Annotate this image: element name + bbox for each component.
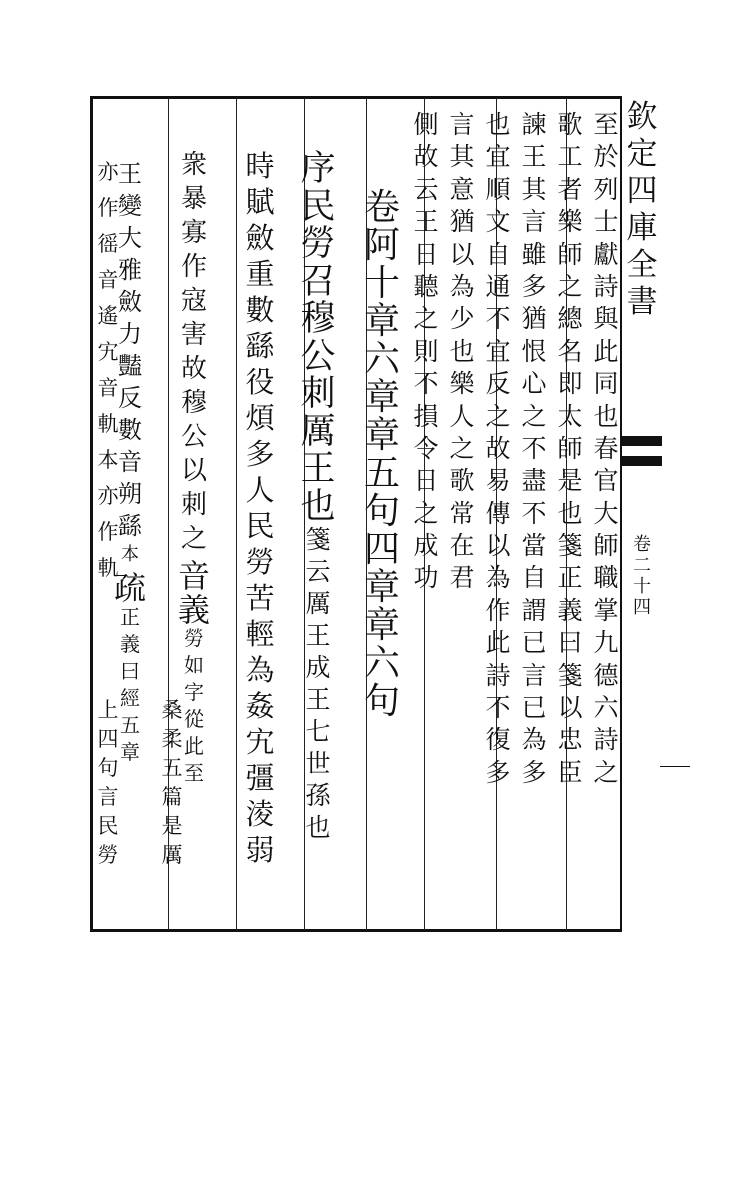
glyph: 令 (413, 433, 439, 463)
glyph: 成 (305, 653, 331, 682)
glyph: 亦 (97, 160, 119, 184)
glyph: 義 (177, 591, 210, 629)
glyph: 穆 (180, 388, 207, 418)
glyph: 變 (118, 192, 142, 220)
glyph: 少 (449, 304, 475, 334)
glyph: 重 (245, 257, 275, 291)
glyph: 上 (97, 698, 119, 722)
glyph: 職 (593, 563, 619, 593)
glyph: 樂 (449, 369, 475, 399)
glyph: 多 (245, 437, 275, 471)
glyph: 成 (413, 531, 439, 561)
glyph: 經 (120, 686, 140, 710)
glyph: 者 (557, 174, 583, 204)
glyph: 寇 (180, 286, 207, 316)
glyph: 言 (521, 207, 547, 237)
text-column (408, 112, 444, 598)
glyph: 章 (363, 567, 400, 608)
glyph: 阿 (363, 225, 400, 266)
glyph: 孫 (305, 781, 331, 810)
glyph: 自 (485, 239, 511, 269)
glyph: 師 (557, 433, 583, 463)
glyph: 太 (557, 401, 583, 431)
glyph: 之 (413, 498, 439, 528)
glyph: 此 (485, 628, 511, 658)
glyph: 厲 (161, 843, 183, 867)
glyph: 不 (521, 498, 547, 528)
glyph: 當 (521, 531, 547, 561)
glyph: 日 (413, 239, 439, 269)
glyph: 之 (413, 304, 439, 334)
glyph: 公 (180, 422, 207, 452)
glyph: 勞 (184, 626, 204, 650)
glyph: 音 (177, 557, 210, 595)
glyph: 工 (557, 142, 583, 172)
glyph: 多 (485, 757, 511, 787)
text-column (242, 149, 278, 872)
glyph: 恨 (521, 336, 547, 366)
glyph: 至 (184, 761, 204, 785)
glyph: 也 (485, 110, 511, 139)
glyph: 為 (485, 563, 511, 593)
glyph: 王 (118, 160, 142, 188)
glyph: 宄 (97, 340, 119, 364)
glyph: 人 (245, 473, 275, 507)
text-column (516, 112, 552, 792)
glyph: 復 (485, 725, 511, 755)
center-margin (620, 96, 660, 932)
glyph: 官 (593, 466, 619, 496)
glyph: 時 (245, 149, 275, 183)
glyph: 故 (485, 433, 511, 463)
column-rule (236, 98, 237, 930)
glyph: 常 (449, 498, 475, 528)
glyph: 民 (300, 186, 336, 227)
glyph: 也 (557, 498, 583, 528)
glyph: 王 (305, 621, 331, 650)
glyph: 詩 (593, 271, 619, 301)
glyph: 全 (626, 247, 658, 283)
glyph: 句 (363, 491, 400, 532)
glyph: 曰 (557, 628, 583, 658)
glyph: 軌 (97, 556, 119, 580)
glyph: 義 (557, 595, 583, 625)
glyph: 從 (184, 707, 204, 731)
glyph: 即 (557, 369, 583, 399)
glyph: 卷 (363, 187, 400, 228)
glyph: 師 (557, 239, 583, 269)
glyph: 云 (413, 174, 439, 204)
glyph: 淩 (245, 797, 275, 831)
glyph: 暴 (180, 184, 207, 214)
glyph: 勞 (300, 224, 336, 264)
glyph: 王 (305, 685, 331, 714)
glyph: 王 (521, 142, 547, 172)
glyph: 五 (363, 453, 400, 494)
glyph: 二 (633, 555, 651, 576)
glyph: 卷 (633, 534, 651, 555)
glyph: 欽 (626, 99, 658, 135)
glyph: 民 (245, 509, 275, 543)
glyph: 民 (97, 814, 119, 838)
glyph: 此 (593, 336, 619, 366)
glyph: 以 (180, 456, 207, 486)
glyph: 章 (363, 415, 400, 456)
text-column (444, 112, 480, 598)
glyph: 之 (521, 401, 547, 431)
glyph: 曰 (120, 659, 140, 683)
glyph: 與 (593, 304, 619, 334)
glyph: 也 (305, 813, 331, 842)
glyph: 六 (593, 693, 619, 723)
glyph: 宜 (485, 142, 511, 172)
glyph: 章 (363, 377, 400, 418)
glyph: 苦 (245, 581, 275, 615)
glyph: 言 (521, 660, 547, 690)
glyph: 章 (120, 740, 140, 764)
glyph: 云 (305, 557, 331, 586)
glyph: 章 (363, 301, 400, 342)
text-column (480, 112, 516, 792)
glyph: 言 (97, 785, 119, 809)
glyph: 不 (413, 369, 439, 399)
glyph: 已 (521, 693, 547, 723)
glyph: 歌 (557, 110, 583, 139)
glyph: 不 (485, 304, 511, 334)
glyph: 寡 (180, 218, 207, 248)
glyph: 勞 (245, 545, 275, 579)
glyph: 徭 (97, 232, 119, 256)
glyph: 春 (593, 433, 619, 463)
book-title (622, 99, 662, 324)
glyph: 正 (557, 563, 583, 593)
glyph: 大 (118, 224, 142, 252)
glyph: 多 (521, 757, 547, 787)
glyph: 柔 (161, 727, 183, 751)
text-column (96, 162, 120, 1186)
glyph: 以 (557, 693, 583, 723)
text-column (160, 700, 184, 874)
glyph: 不 (521, 433, 547, 463)
fishtail-mark (622, 436, 662, 466)
glyph: 音 (97, 268, 119, 292)
glyph: 聽 (413, 271, 439, 301)
glyph: 王 (413, 207, 439, 237)
glyph: 自 (521, 563, 547, 593)
glyph: 同 (593, 369, 619, 399)
glyph: 斂 (118, 288, 142, 316)
glyph: 作 (97, 196, 119, 220)
glyph: 豔 (118, 352, 142, 380)
text-column (552, 112, 588, 792)
glyph: 為 (245, 653, 275, 687)
glyph: 衆 (180, 150, 207, 180)
glyph: 句 (363, 681, 400, 722)
glyph: 弱 (245, 833, 275, 867)
glyph: 刺 (180, 490, 207, 520)
glyph: 庫 (626, 210, 658, 246)
glyph: 歌 (449, 466, 475, 496)
glyph: 如 (184, 653, 204, 677)
glyph: 煩 (245, 401, 275, 435)
glyph: 詩 (593, 725, 619, 755)
glyph: 篇 (161, 785, 183, 809)
glyph: 多 (521, 271, 547, 301)
glyph: 損 (413, 401, 439, 431)
glyph: 之 (593, 757, 619, 787)
glyph: 九 (593, 628, 619, 658)
glyph: 刺 (300, 374, 336, 414)
glyph: 猶 (521, 304, 547, 334)
glyph: 意 (449, 174, 475, 204)
glyph: 故 (413, 142, 439, 172)
glyph: 義 (120, 632, 140, 656)
glyph: 功 (413, 563, 439, 593)
glyph: 側 (413, 110, 439, 139)
glyph: 四 (363, 529, 400, 570)
glyph: 掌 (593, 595, 619, 625)
glyph: 師 (593, 531, 619, 561)
glyph: 彊 (245, 761, 275, 795)
glyph: 詩 (485, 660, 511, 690)
glyph: 總 (557, 304, 583, 334)
glyph: 德 (593, 660, 619, 690)
glyph: 是 (161, 814, 183, 838)
glyph: 已 (521, 628, 547, 658)
glyph: 也 (449, 336, 475, 366)
glyph: 在 (449, 531, 475, 561)
glyph: 是 (557, 466, 583, 496)
glyph: 本 (121, 544, 139, 565)
glyph: 軌 (97, 412, 119, 436)
glyph: 輕 (245, 617, 275, 651)
glyph: 作 (485, 595, 511, 625)
glyph: 以 (449, 239, 475, 269)
glyph: 箋 (557, 660, 583, 690)
glyph: 之 (557, 271, 583, 301)
glyph: 也 (300, 486, 336, 527)
glyph: 言 (449, 110, 475, 139)
glyph: 公 (300, 336, 336, 377)
glyph: 字 (184, 680, 204, 704)
text-column (588, 112, 624, 792)
glyph: 姦 (245, 689, 275, 723)
glyph: 文 (485, 207, 511, 237)
glyph: 列 (593, 174, 619, 204)
glyph: 十 (633, 576, 651, 597)
glyph: 斂 (245, 221, 275, 255)
glyph: 君 (449, 563, 475, 593)
glyph: 盡 (521, 466, 547, 496)
glyph: 宄 (245, 725, 275, 759)
glyph: 役 (245, 365, 275, 399)
glyph: 力 (118, 320, 142, 348)
glyph: 作 (97, 520, 119, 544)
glyph: 其 (521, 174, 547, 204)
glyph: 七 (305, 717, 331, 746)
glyph: 大 (593, 498, 619, 528)
glyph: 心 (521, 369, 547, 399)
glyph: 繇 (245, 329, 275, 363)
glyph: 害 (180, 320, 207, 350)
glyph: 四 (626, 173, 658, 209)
glyph: 書 (626, 284, 658, 320)
glyph: 桑 (161, 698, 183, 722)
glyph: 人 (449, 401, 475, 431)
glyph: 音 (118, 448, 142, 476)
text-column (296, 149, 340, 847)
glyph: 作 (180, 252, 207, 282)
glyph: 士 (593, 207, 619, 237)
glyph: 數 (245, 293, 275, 327)
glyph: 為 (521, 725, 547, 755)
glyph: 至 (593, 110, 619, 139)
glyph: 王 (300, 449, 336, 489)
glyph: 數 (118, 416, 142, 444)
glyph: 章 (363, 605, 400, 646)
text-column (360, 187, 404, 722)
glyph: 其 (449, 142, 475, 172)
glyph: 諫 (521, 110, 547, 139)
glyph: 宜 (485, 336, 511, 366)
glyph: 雖 (521, 239, 547, 269)
glyph: 音 (97, 376, 119, 400)
glyph: 之 (180, 524, 207, 554)
glyph: 四 (633, 597, 651, 618)
glyph: 繇 (118, 512, 142, 540)
glyph: 箋 (557, 531, 583, 561)
glyph: 此 (184, 734, 204, 758)
glyph: 定 (626, 136, 658, 172)
glyph: 本 (97, 448, 119, 472)
glyph: 通 (485, 271, 511, 301)
glyph: 反 (118, 384, 142, 412)
glyph: 忠 (557, 725, 583, 755)
glyph: 句 (97, 756, 119, 780)
margin-tick (660, 766, 690, 767)
glyph: 雅 (118, 256, 142, 284)
glyph: 五 (120, 713, 140, 737)
glyph: 易 (485, 466, 511, 496)
glyph: 則 (413, 336, 439, 366)
glyph: 於 (593, 142, 619, 172)
glyph: 箋 (305, 525, 331, 554)
glyph: 勞 (97, 843, 119, 867)
glyph: 疏 (113, 569, 146, 607)
text-column (176, 152, 212, 790)
glyph: 世 (305, 749, 331, 778)
glyph: 日 (413, 466, 439, 496)
glyph: 故 (180, 354, 207, 384)
glyph: 之 (449, 433, 475, 463)
glyph: 遙 (97, 304, 119, 328)
glyph: 穆 (300, 299, 336, 339)
glyph: 謂 (521, 595, 547, 625)
glyph: 也 (593, 401, 619, 431)
glyph: 厲 (305, 589, 331, 618)
glyph: 樂 (557, 207, 583, 237)
glyph: 十 (363, 263, 400, 304)
glyph: 傳 (485, 498, 511, 528)
glyph: 反 (485, 369, 511, 399)
glyph: 五 (161, 756, 183, 780)
glyph: 亦 (97, 484, 119, 508)
glyph: 正 (120, 605, 140, 629)
glyph: 序 (300, 149, 336, 189)
juan-label (622, 536, 662, 620)
glyph: 獻 (593, 239, 619, 269)
glyph: 之 (485, 401, 511, 431)
glyph: 為 (449, 271, 475, 301)
glyph: 召 (300, 261, 336, 302)
glyph: 六 (363, 643, 400, 684)
glyph: 名 (557, 336, 583, 366)
glyph: 賦 (245, 185, 275, 219)
glyph: 厲 (300, 411, 336, 452)
glyph: 六 (363, 339, 400, 380)
glyph: 臣 (557, 757, 583, 787)
glyph: 不 (485, 693, 511, 723)
glyph: 朔 (118, 480, 142, 508)
glyph: 以 (485, 531, 511, 561)
glyph: 四 (97, 727, 119, 751)
glyph: 順 (485, 174, 511, 204)
glyph: 猶 (449, 207, 475, 237)
